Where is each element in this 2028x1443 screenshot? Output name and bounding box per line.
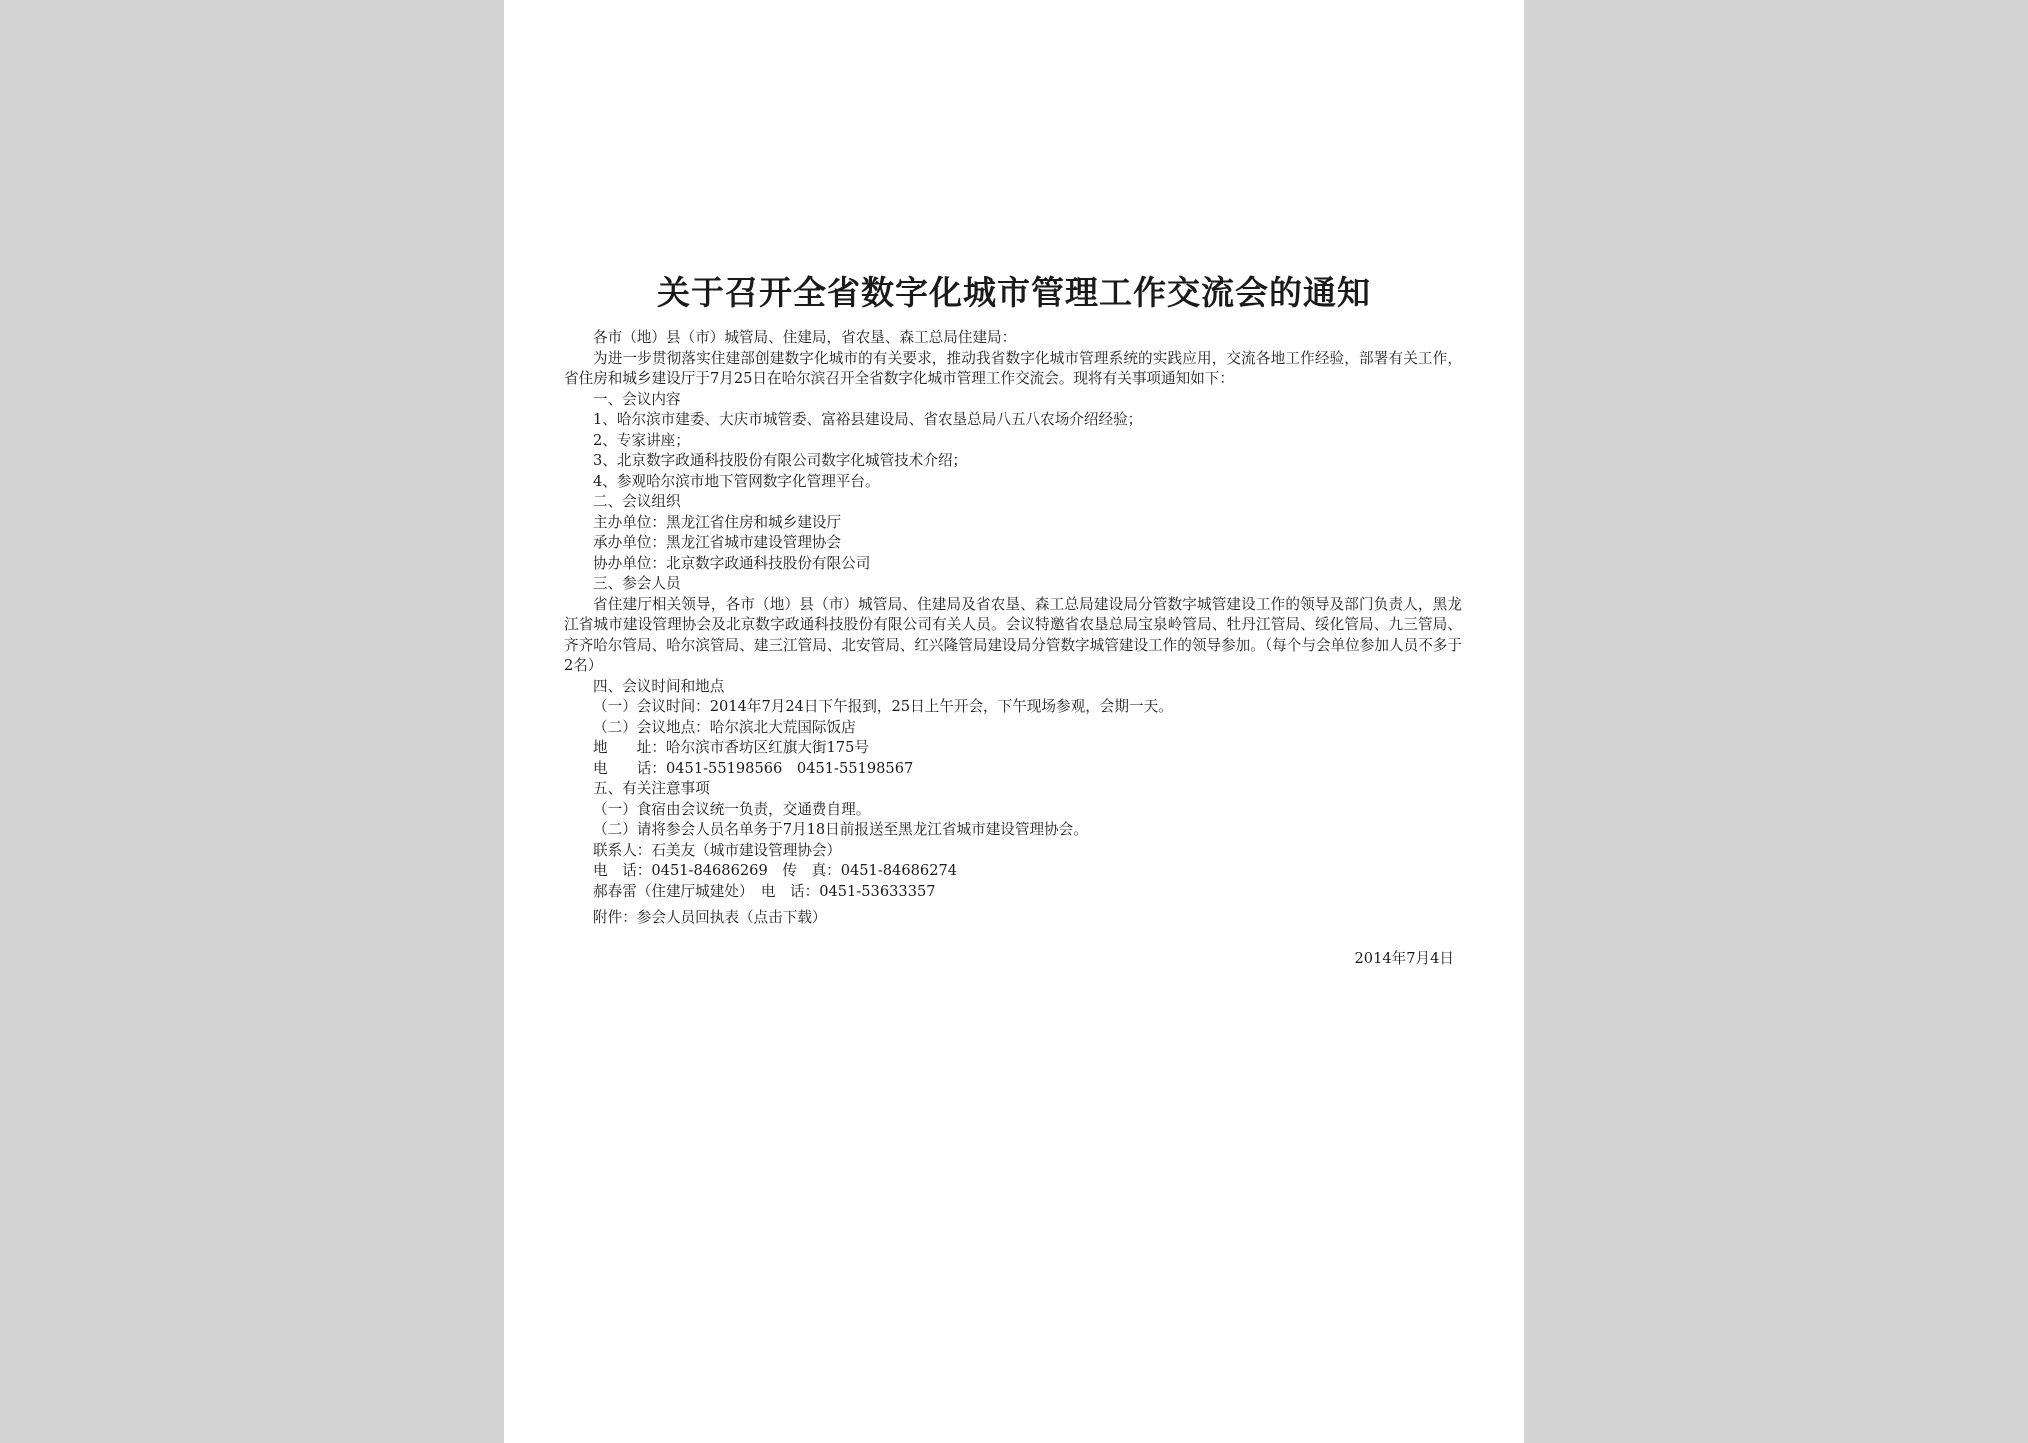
- list-item: 地 址：哈尔滨市香坊区红旗大街175号: [593, 739, 869, 756]
- list-item: 协办单位：北京数字政通科技股份有限公司: [593, 554, 871, 572]
- salutation: 各市（地）县（市）城管局、住建局，省农垦、森工总局住建局：: [593, 329, 1017, 346]
- list-item: 1、哈尔滨市建委、大庆市城管委、富裕县建设局、省农垦总局八五八农场介绍经验；: [593, 411, 1143, 428]
- document-page: [504, 0, 1524, 1443]
- attendees-paragraph: 省住建厅相关领导，各市（地）县（市）城管局、住建局及省农垦、森工总局建设局分管数字城管建设工作的领导及部门负责人，黑龙江省城市建设管理协会及北京数字政通科技股份有限公司有关人员。会议特邀省农垦总局宝泉岭管局、牡丹江管局、绥化管局、九三管局、齐齐哈尔管局、哈尔滨管局、建三江管局、北安管局、红兴隆管局建设局分管数字城管建设工作的领导参加。（每个与会单位参加人员不多于2名）: [564, 595, 1462, 674]
- intro-paragraph: 为进一步贯彻落实住建部创建数字化城市的有关要求，推动我省数字化城市管理系统的实践应用，交流各地工作经验，部署有关工作，省住房和城乡建设厅于7月25日在哈尔滨召开全省数字化城市管理工作交流会。现将有关事项通知如下：: [564, 349, 1462, 387]
- list-item: 电 话：0451-55198566 0451-55198567: [593, 759, 914, 777]
- list-item: （二）请将参会人员名单务于7月18日前报送至黑龙江省城市建设管理协会。: [593, 821, 1088, 838]
- list-item: （一）会议时间：2014年7月24日下午报到，25日上午开会，下午现场参观，会期一天。: [593, 698, 1173, 715]
- list-item: （一）食宿由会议统一负责，交通费自理。: [593, 800, 871, 818]
- document-title: 关于召开全省数字化城市管理工作交流会的通知: [657, 273, 1371, 312]
- list-item: 承办单位：黑龙江省城市建设管理协会: [593, 534, 842, 551]
- attachment-link[interactable]: 附件：参会人员回执表（点击下载）: [593, 909, 827, 926]
- list-item: 4、参观哈尔滨市地下管网数字化管理平台。: [593, 472, 880, 490]
- list-item: 郝春雷（住建厅城建处） 电 话：0451-53633357: [593, 882, 936, 900]
- list-item: 联系人：石美友（城市建设管理协会）: [593, 841, 842, 859]
- list-item: 主办单位：黑龙江省住房和城乡建设厅: [593, 513, 842, 531]
- list-item: （二）会议地点：哈尔滨北大荒国际饭店: [593, 718, 856, 736]
- list-item: 电 话：0451-84686269 传 真：0451-84686274: [593, 862, 958, 879]
- list-item: 2、专家讲座；: [593, 431, 690, 449]
- section-heading: 一、会议内容: [593, 390, 681, 408]
- section-heading: 二、会议组织: [593, 493, 681, 510]
- section-heading: 五、有关注意事项: [593, 780, 710, 797]
- document-date: 2014年7月4日: [1354, 949, 1454, 967]
- list-item: 3、北京数字政通科技股份有限公司数字化城管技术介绍；: [593, 452, 968, 469]
- section-heading: 四、会议时间和地点: [593, 677, 725, 695]
- document-body: [564, 328, 1462, 969]
- section-heading: 三、参会人员: [593, 575, 681, 592]
